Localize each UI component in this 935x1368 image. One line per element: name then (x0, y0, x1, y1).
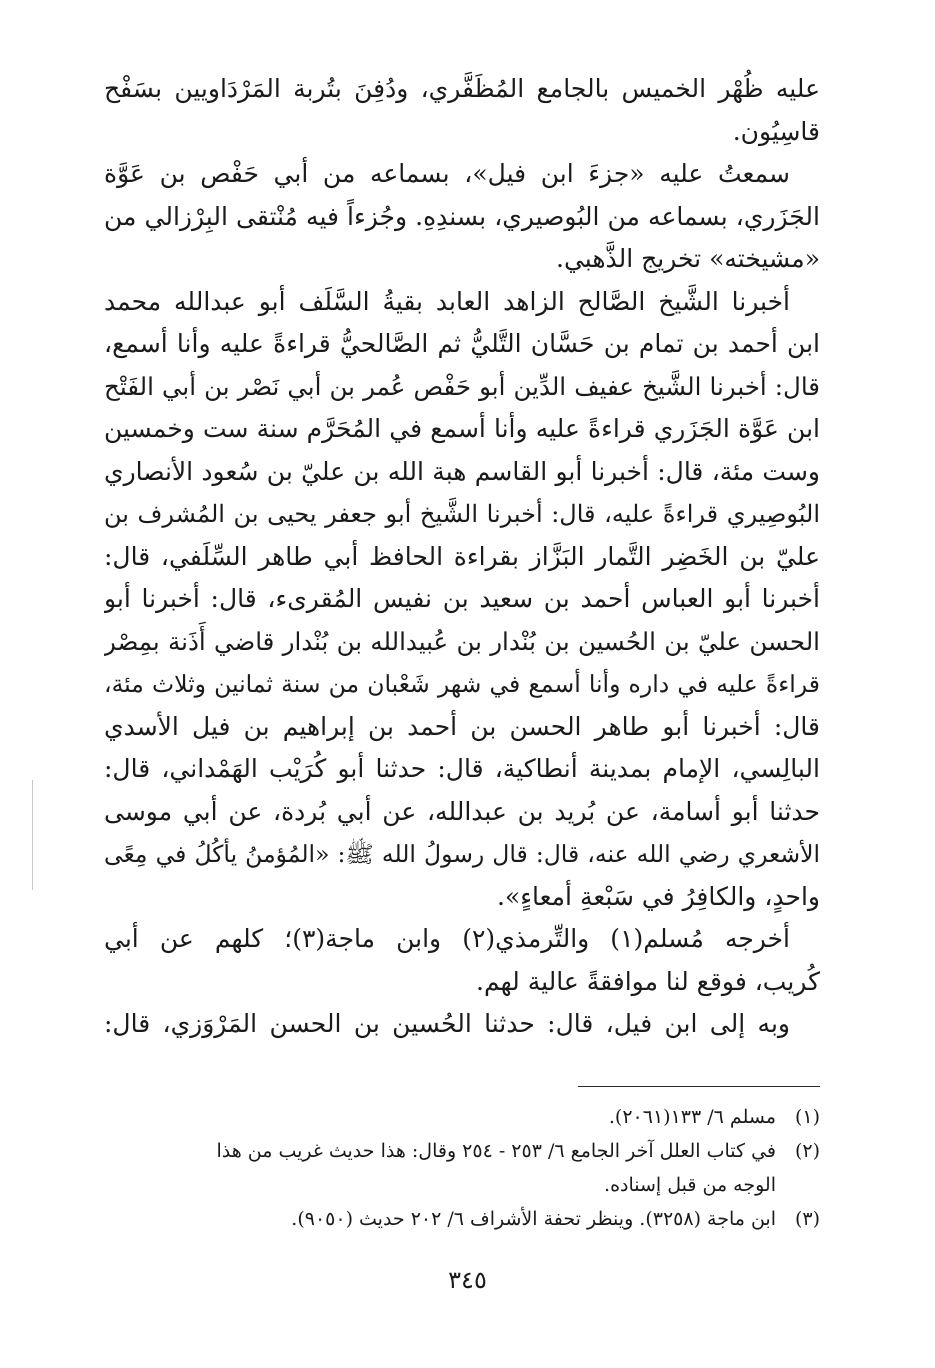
text-line: الجَزَري، بسماعه من البُوصيري، بسندِهِ. وجُزءاً فيه مُنْتقى البِرْزالي من (104, 201, 820, 231)
footnote-number: (٣) (794, 1208, 820, 1230)
text-line: عليه ظُهْر الخميس بالجامع المُظَفَّري، ودُفِنَ بتُربة المَرْدَاويين بسَفْح (104, 74, 820, 103)
text-line: عليّ بن الخَضِر التَّمار البَزَّاز بقراءة الحافظ أبي طاهر السِّلَفي، قال: (104, 541, 820, 571)
page-number: ٣٤٥ (448, 1266, 487, 1294)
text-line: «مشيخته» تخريج الذَّهبي. (556, 244, 820, 273)
text-line: قراءةً عليه في داره وأنا أسمع في شهر شَعْبان من سنة ثمانين وثلاث مئة، (104, 670, 820, 698)
text-line: ابن عَوَّة الجَزَري قراءةً عليه وأنا أسمع في المُحَرَّم سنة ست وخمسين (104, 414, 820, 443)
text-line: قاسِيُون. (732, 116, 820, 146)
text-line: ابن أحمد بن تمام بن حَسَّان التَّليُّ ثم الصَّالحيُّ قراءةً عليه وأنا أسمع، (104, 329, 820, 358)
scan-edge-mark (32, 780, 33, 890)
footnote (104, 1100, 820, 1134)
footnote-line: في كتاب العلل آخر الجامع ٦/ ٢٥٣ - ٢٥٤ وقال: هذا حديث غريب من هذا (216, 1140, 776, 1162)
footnote-text (104, 1100, 776, 1134)
text-line: أخبرنا أبو العباس أحمد بن سعيد بن نفيس المُقرىء، قال: أخبرنا أبو (104, 584, 820, 613)
text-line: سمعتُ عليه «جزءَ ابن فيل»، بسماعه من أبي حَفْص بن عَوَّة (104, 159, 790, 188)
text-line: أخرجه مُسلم(١) والتِّرمذي(٢) وابن ماجة(٣)؛ كلهم عن أبي (104, 924, 790, 953)
footnote-text (104, 1202, 776, 1236)
footnotes (104, 1100, 820, 1236)
footnote-text (104, 1134, 776, 1202)
text-line: وبه إلى ابن فيل، قال: حدثنا الحُسين بن الحسن المَرْوَزي، قال: (104, 1009, 790, 1038)
footnote-line: ابن ماجة (٣٢٥٨). وينظر تحفة الأشراف ٦/ ٢٠٢ حديث (٩٠٥٠). (291, 1208, 776, 1230)
text-line: كُريب، فوقع لنا موافقةً عالية لهم. (476, 966, 820, 996)
footnote (104, 1202, 820, 1236)
footnote (104, 1134, 820, 1202)
footnote-line: مسلم ٦/ ١٣٣(٢٠٦١). (608, 1106, 776, 1128)
text-line: واحدٍ، والكافِرُ في سَبْعةِ أمعاءٍ». (496, 881, 820, 911)
text-line: البالِسي، الإمام بمدينة أنطاكية، قال: حدثنا أبو كُرَيْب الهَمْداني، قال: (104, 754, 820, 783)
footnote-divider (578, 1086, 820, 1087)
text-line: البُوصِيري قراءةً عليه، قال: أخبرنا الشَّيخ أبو جعفر يحيى بن المُشرف بن (104, 500, 820, 528)
footnote-number: (٢) (794, 1140, 820, 1162)
main-text (104, 68, 820, 1046)
text-line: الأشعري رضي الله عنه، قال: قال رسولُ الله ﷺ: «المُؤمنُ يأكُلُ في مِعًى (104, 840, 820, 868)
text-line: أخبرنا الشَّيخ الصَّالح الزاهد العابد بقيةُ السَّلَف أبو عبدالله محمد (104, 286, 790, 316)
text-line: قال: أخبرنا الشَّيخ عفيف الدِّين أبو حَفْص عُمر بن أبي نَصْر بن أبي الفَتْح (104, 371, 820, 401)
text-line: الحسن عليّ بن الحُسين بن بُنْدار بن عُبيدالله بن بُنْدار قاضي أَذَنة بمِصْر (104, 626, 820, 656)
text-line: حدثنا أبو أسامة، عن بُريد بن عبدالله، عن أبي بُردة، عن أبي موسى (104, 796, 820, 826)
footnote-number: (١) (794, 1106, 820, 1128)
text-line: قال: أخبرنا أبو طاهر الحسن بن أحمد بن إبراهيم بن فيل الأسدي (104, 711, 820, 741)
footnote-line: الوجه من قبل إسناده. (604, 1174, 776, 1196)
text-line: وست مئة، قال: أخبرنا أبو القاسم هبة الله بن عليّ بن سُعود الأنصاري (104, 456, 820, 486)
